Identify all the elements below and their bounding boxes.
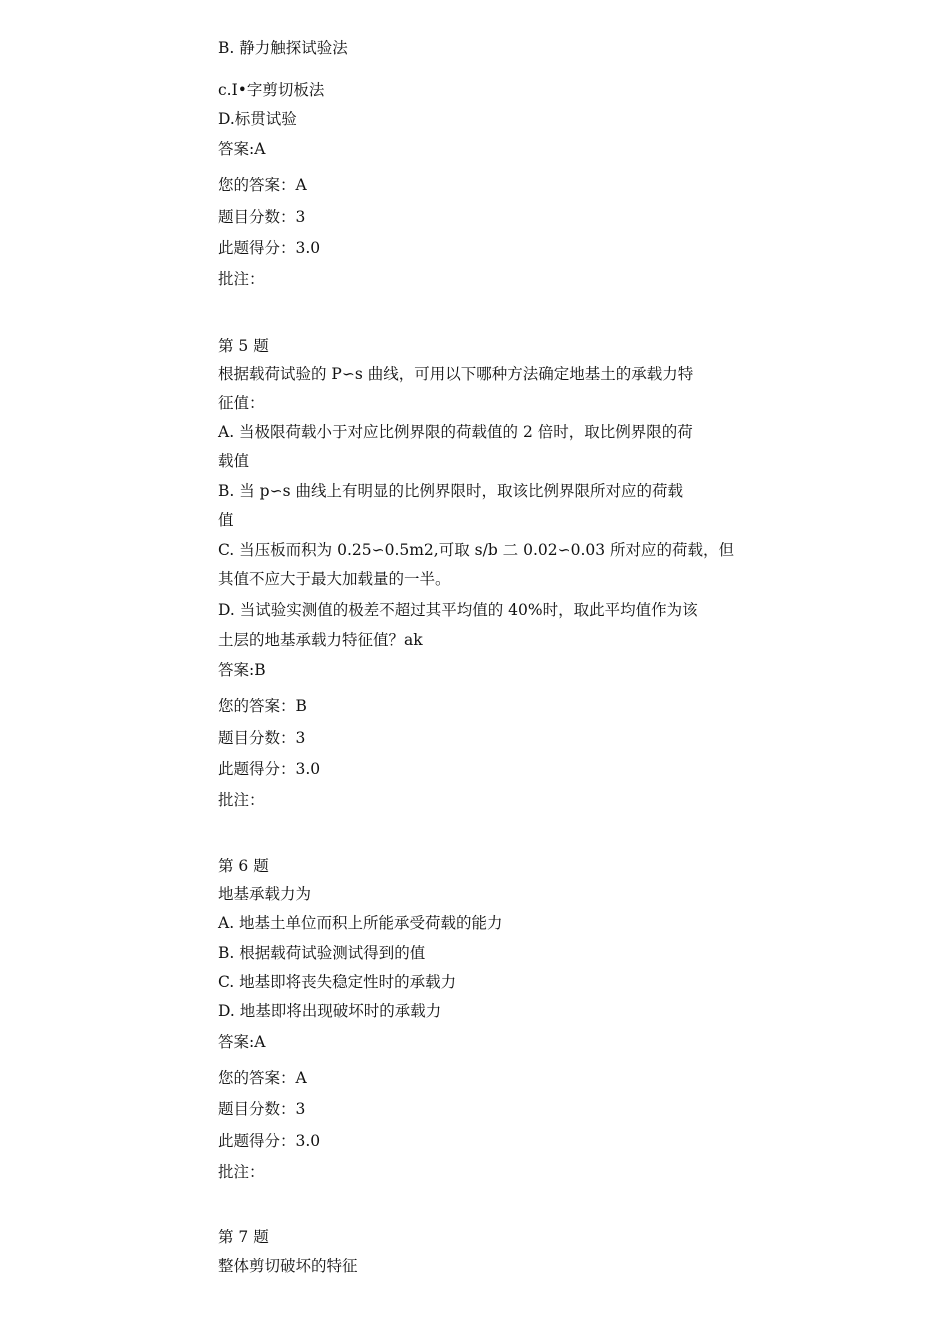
answer-line: 答案:A (218, 1033, 266, 1051)
option-b-text: B. 静力触探试验法 (218, 39, 348, 57)
question-6-text: 地基承载力为 (218, 885, 312, 903)
earned-score-line: 此题得分：3.0 (218, 239, 321, 257)
option-d-text: D. 当试验实测值的极差不超过其平均值的 40%时，取此平均值作为该 (218, 601, 698, 619)
answer-line: 答案:B (218, 661, 266, 679)
option-b-text: B. 当 p∽s 曲线上有明显的比例界限时，取该比例界限所对应的荷载 (218, 482, 683, 500)
option-c-text: C. 地基即将丧失稳定性时的承载力 (218, 973, 457, 991)
option-c-text: C. 当压板而积为 0.25∽0.5m2,可取 s/b 二 0.02∽0.03 所对应的荷载，但 (218, 541, 735, 559)
option-b-text: 值 (218, 511, 234, 529)
your-answer-line: 您的答案：B (218, 697, 307, 715)
question-number-5: 第 5 题 (218, 337, 269, 355)
answer-line: 答案:A (218, 140, 266, 158)
question-score-line: 题目分数：3 (218, 1100, 306, 1118)
option-c-text: 其值不应大于最大加载量的一半。 (218, 570, 451, 588)
option-d-text: 土层的地基承载力特征值？ak (218, 631, 423, 649)
your-answer-line: 您的答案：A (218, 176, 307, 194)
option-a-text: A. 当极限荷载小于对应比例界限的荷载值的 2 倍时，取比例界限的荷 (218, 423, 693, 441)
question-5-text: 征值： (218, 394, 265, 412)
your-answer-line: 您的答案：A (218, 1069, 307, 1087)
option-a-text: A. 地基土单位而积上所能承受荷载的能力 (218, 914, 503, 932)
question-7-text: 整体剪切破坏的特征 (218, 1257, 358, 1275)
question-number-6: 第 6 题 (218, 857, 269, 875)
question-score-line: 题目分数：3 (218, 729, 306, 747)
question-5-text: 根据载荷试验的 P∽s 曲线，可用以下哪种方法确定地基土的承载力特 (218, 365, 694, 383)
option-d-text: D.标贯试验 (218, 110, 297, 128)
earned-score-line: 此题得分：3.0 (218, 760, 321, 778)
comment-line: 批注： (218, 270, 265, 288)
comment-line: 批注： (218, 1163, 265, 1181)
option-a-text: 载值 (218, 452, 250, 470)
question-number-7: 第 7 题 (218, 1228, 269, 1246)
question-score-line: 题目分数：3 (218, 208, 306, 226)
option-d-text: D. 地基即将出现破坏时的承载力 (218, 1002, 442, 1020)
option-b-text: B. 根据载荷试验测试得到的值 (218, 944, 426, 962)
earned-score-line: 此题得分：3.0 (218, 1132, 321, 1150)
comment-line: 批注： (218, 791, 265, 809)
option-c-text: c.I•字剪切板法 (218, 81, 325, 99)
